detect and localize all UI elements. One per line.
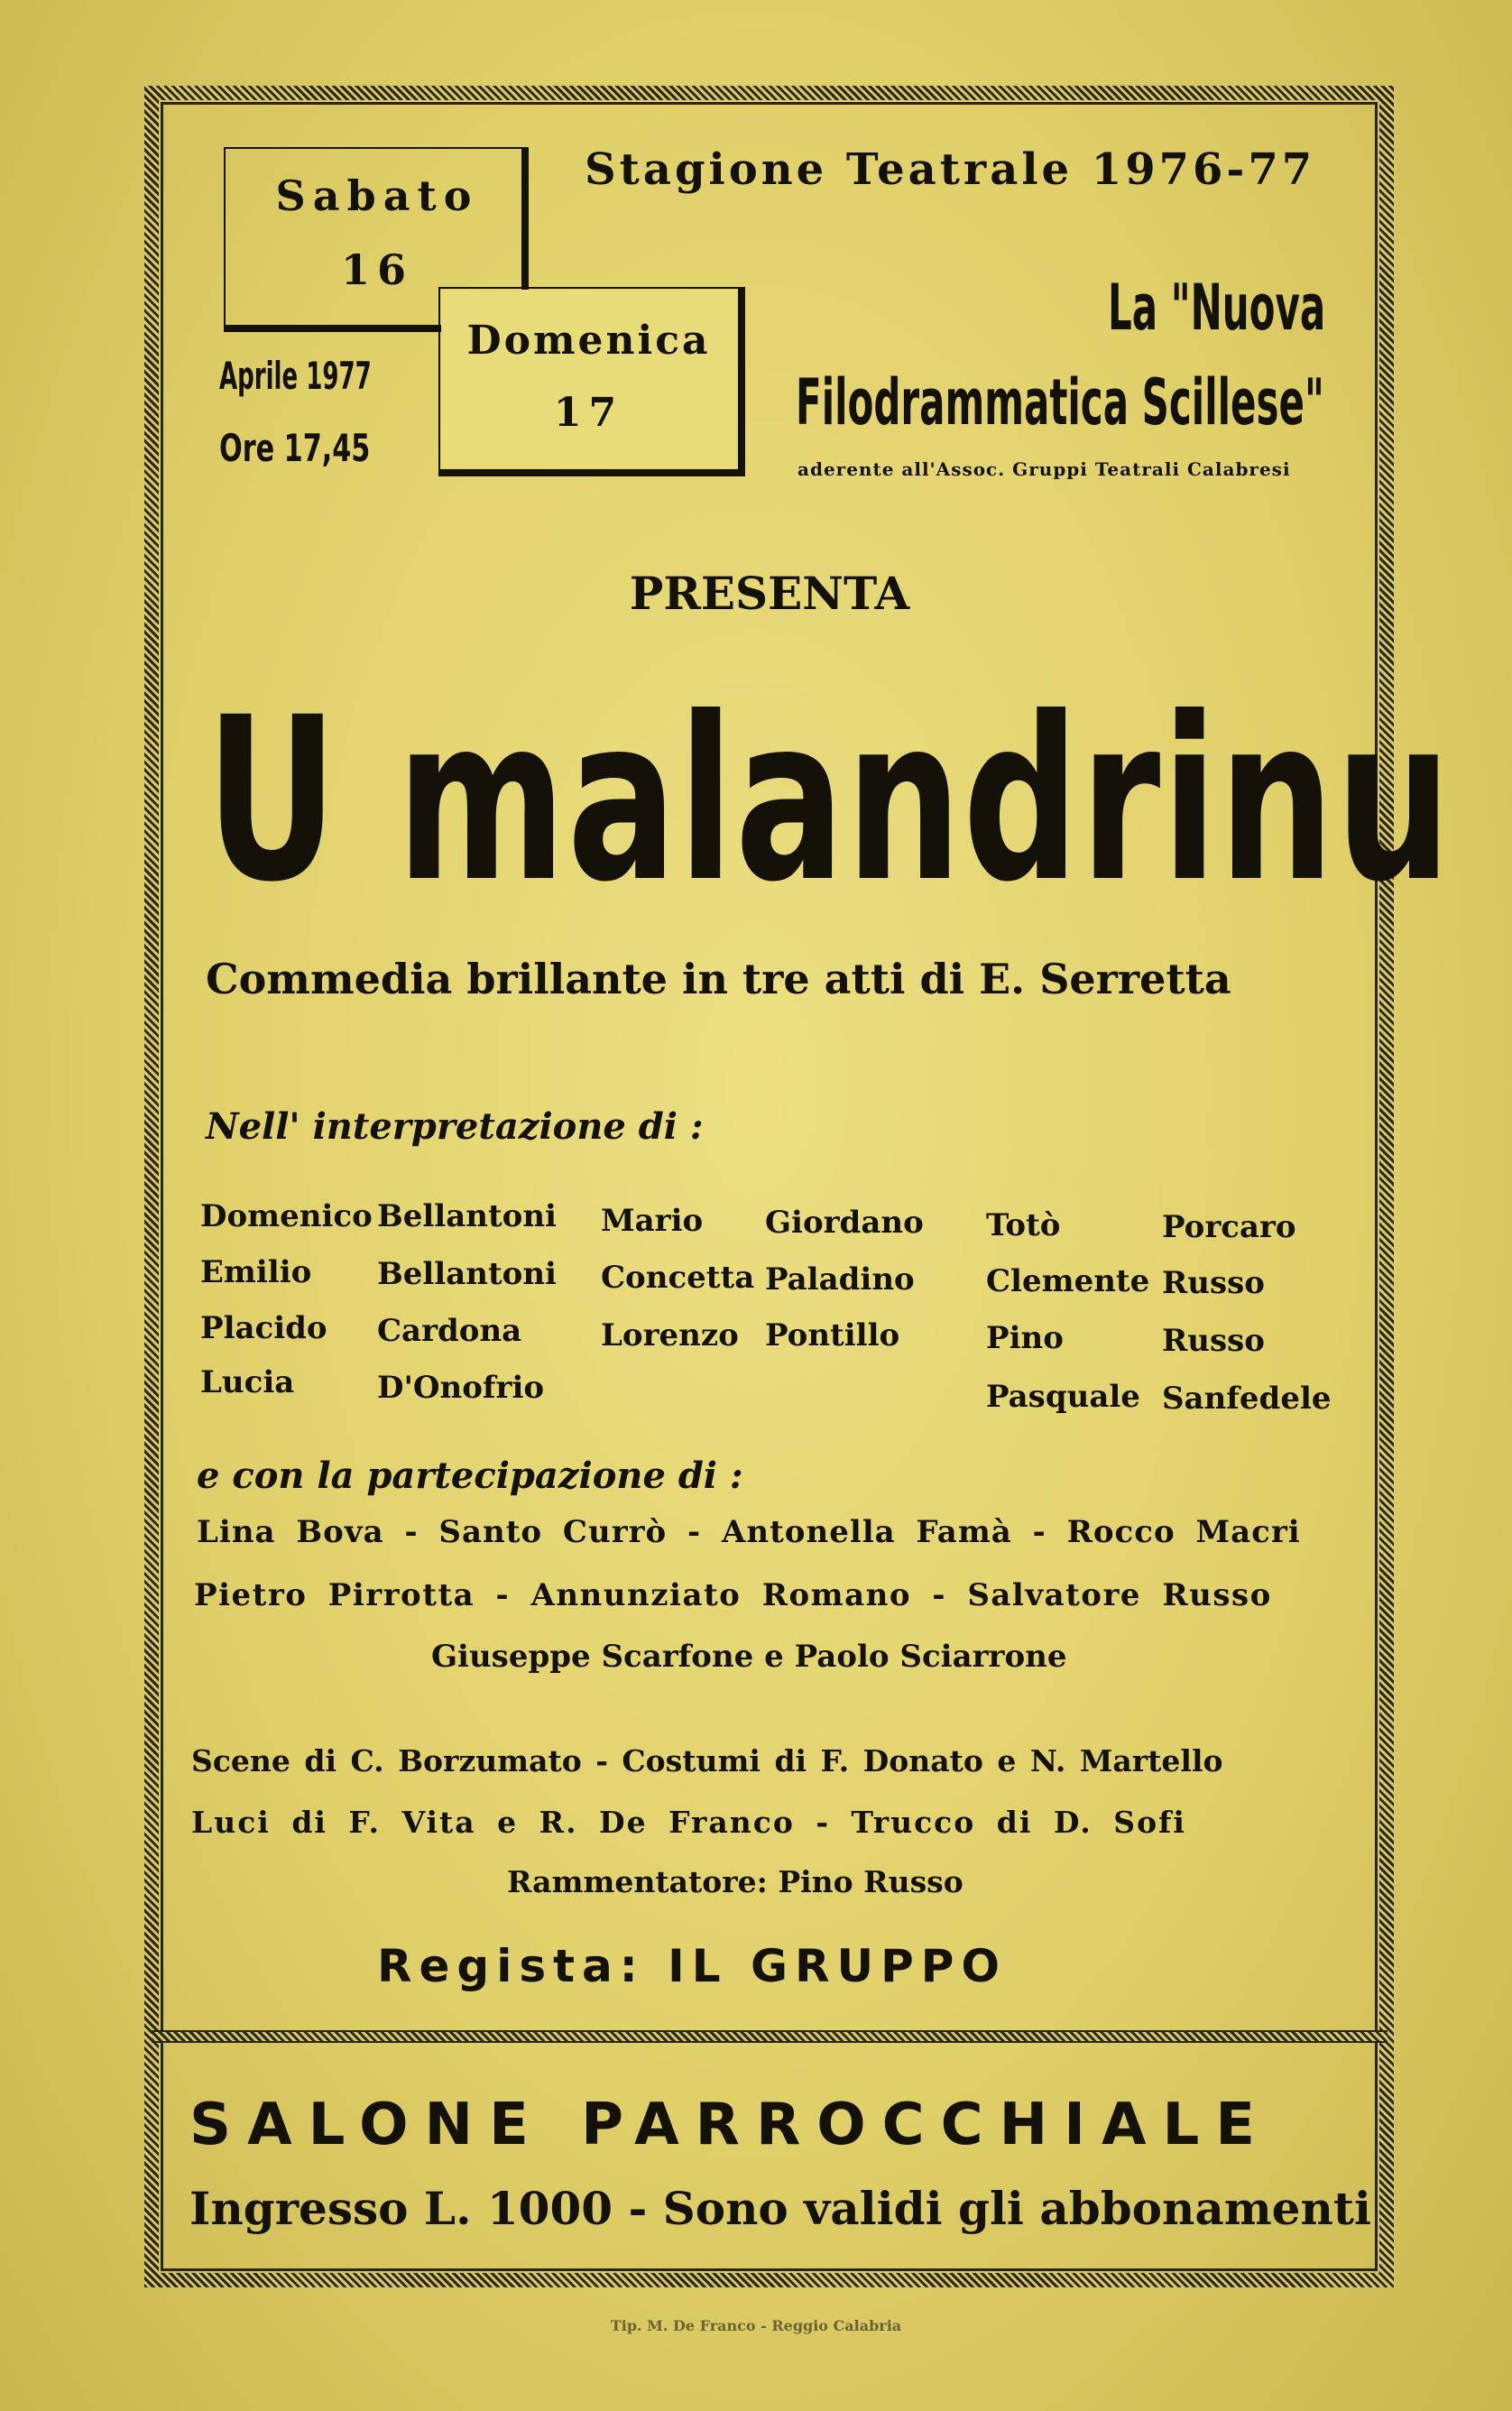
cast-first-name: Pino bbox=[986, 1320, 1064, 1356]
credits-line: Scene di C. Borzumato - Costumi di F. Donato e N. Martello bbox=[191, 1743, 1223, 1778]
company-line-2: Filodrammatica Scillese" bbox=[796, 365, 1324, 439]
company-line-1: La "Nuova bbox=[1108, 271, 1326, 345]
saturday-label: Sabato bbox=[275, 171, 479, 220]
cast-first-name: Domenico bbox=[200, 1198, 373, 1234]
sunday-label: Domenica bbox=[466, 318, 711, 364]
guests-heading: e con la partecipazione di : bbox=[197, 1455, 743, 1497]
cast-last-name: Bellantoni bbox=[377, 1198, 557, 1234]
play-title: U malandrinu bbox=[206, 669, 1453, 931]
cast-last-name: Bellantoni bbox=[377, 1256, 557, 1292]
bottom-divider bbox=[152, 2030, 1388, 2043]
cast-first-name: Emilio bbox=[200, 1254, 312, 1290]
cast-first-name: Pasquale bbox=[986, 1379, 1140, 1415]
cast-last-name: Pontillo bbox=[765, 1317, 900, 1353]
season-title: Stagione Teatrale 1976-77 bbox=[585, 144, 1316, 195]
credits-line: Rammentatore: Pino Russo bbox=[507, 1864, 963, 1899]
cast-last-name: Cardona bbox=[377, 1313, 522, 1349]
cast-first-name: Mario bbox=[601, 1203, 704, 1239]
show-time: Ore 17,45 bbox=[219, 426, 371, 470]
cast-heading: Nell' interpretazione di : bbox=[206, 1105, 704, 1148]
cast-last-name: Paladino bbox=[765, 1261, 915, 1298]
month-year: Aprile 1977 bbox=[219, 354, 372, 398]
guests-line: Pietro Pirrotta - Annunziato Romano - Salvatore Russo bbox=[194, 1577, 1272, 1613]
cast-first-name: Lucia bbox=[200, 1364, 295, 1400]
cast-first-name: Placido bbox=[200, 1310, 327, 1346]
guests-line: Giuseppe Scarfone e Paolo Sciarrone bbox=[431, 1639, 1067, 1675]
cast-last-name: Giordano bbox=[765, 1205, 924, 1241]
play-subtitle: Commedia brillante in tre atti di E. Serretta bbox=[206, 955, 1231, 1003]
cast-last-name: Russo bbox=[1162, 1265, 1265, 1301]
cast-last-name: Russo bbox=[1162, 1323, 1265, 1359]
cast-last-name: D'Onofrio bbox=[377, 1370, 545, 1406]
cast-first-name: Clemente bbox=[986, 1263, 1150, 1299]
guests-line: Lina Bova - Santo Currò - Antonella Famà - Rocco Macri bbox=[197, 1514, 1301, 1550]
sunday-box-fill bbox=[441, 290, 737, 468]
cast-first-name: Totò bbox=[986, 1207, 1061, 1243]
cast-last-name: Porcaro bbox=[1162, 1209, 1296, 1245]
saturday-number: 16 bbox=[340, 245, 413, 294]
presents-label: PRESENTA bbox=[629, 567, 910, 620]
affiliation: aderente all'Assoc. Gruppi Teatrali Calabresi bbox=[797, 458, 1291, 480]
admission-info: Ingresso L. 1000 - Sono validi gli abbonamenti bbox=[189, 2182, 1371, 2235]
printer-credit: Tip. M. De Franco - Reggio Calabria bbox=[610, 2317, 902, 2334]
cast-first-name: Concetta bbox=[601, 1260, 755, 1296]
credits-line: Luci di F. Vita e R. De Franco - Trucco di D. Sofi bbox=[191, 1805, 1186, 1840]
director-credit: Regista: IL GRUPPO bbox=[377, 1940, 1007, 1992]
sunday-number: 17 bbox=[553, 390, 624, 436]
cast-last-name: Sanfedele bbox=[1162, 1381, 1332, 1417]
cast-first-name: Lorenzo bbox=[601, 1317, 739, 1353]
venue-name: SALONE PARROCCHIALE bbox=[189, 2092, 1271, 2158]
